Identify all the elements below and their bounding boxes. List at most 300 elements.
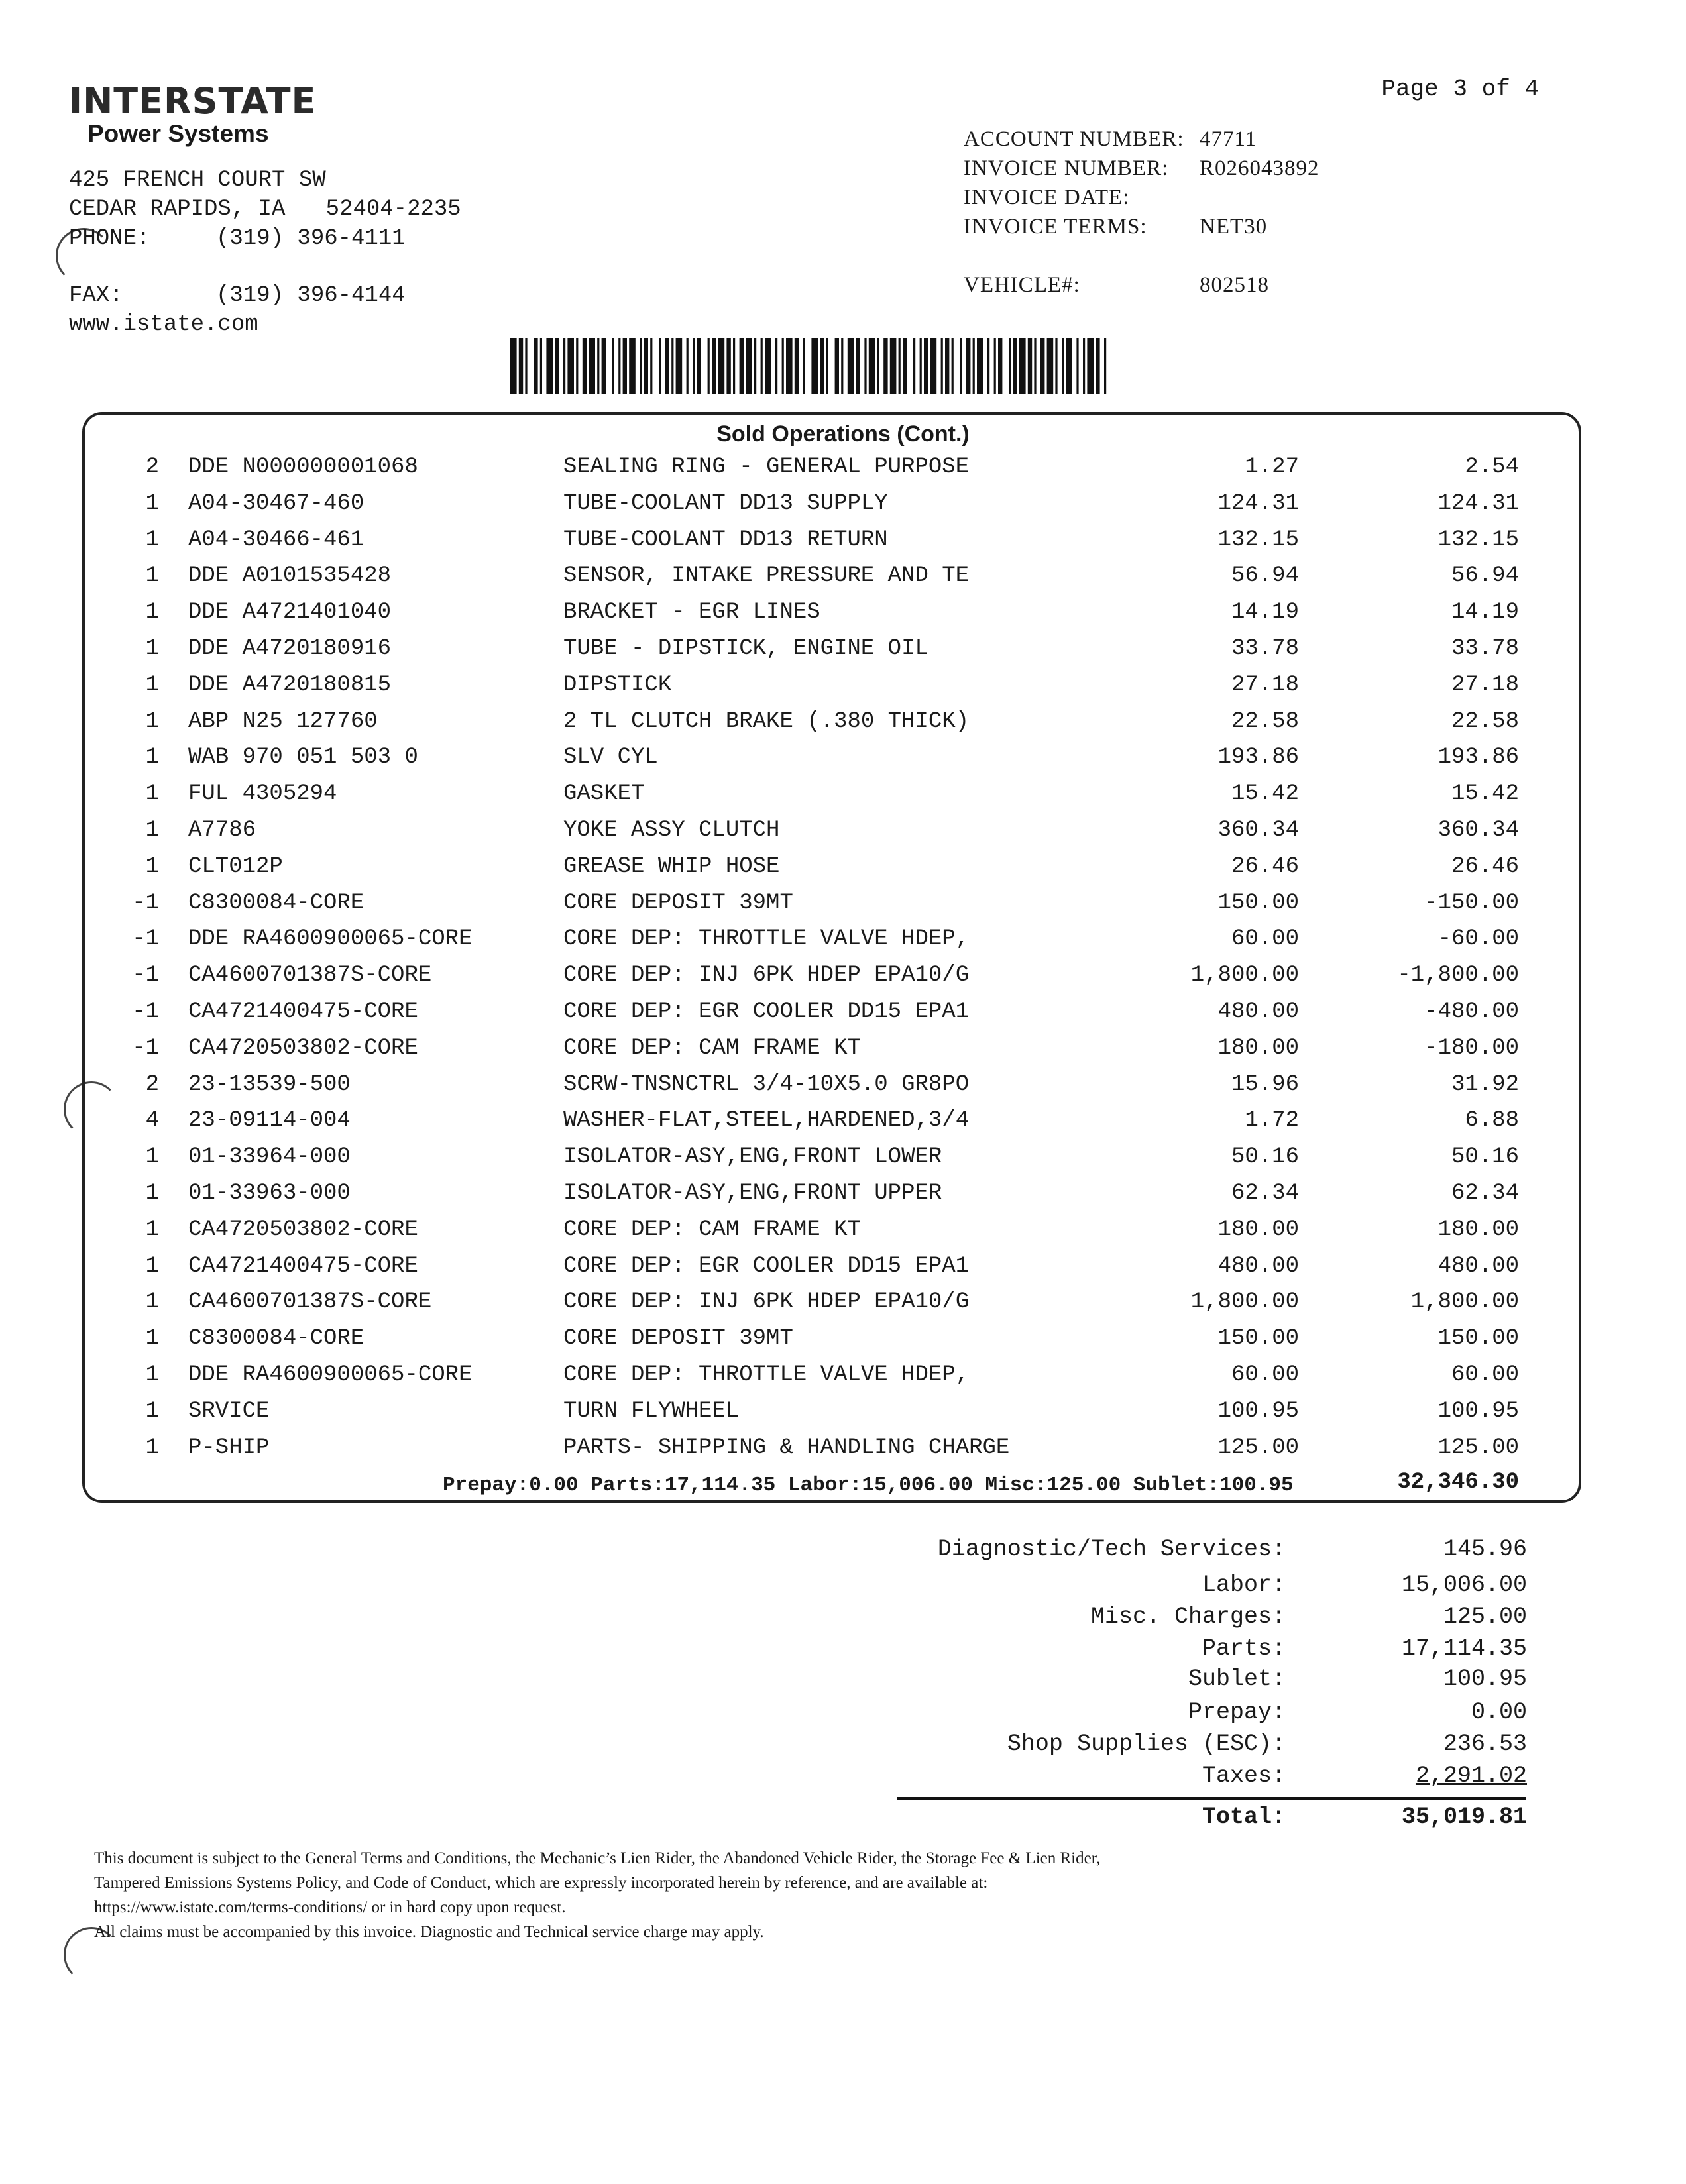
table-row (0, 745, 1686, 781)
row-qty: 1 (145, 781, 159, 807)
barcode-bar (546, 338, 553, 394)
summary-value: 145.96 (1443, 1536, 1527, 1562)
barcode-bar (629, 338, 636, 394)
row-unit-price: 1.72 (1245, 1108, 1299, 1134)
barcode-bar (1040, 338, 1044, 394)
row-description: TUBE-COOLANT DD13 SUPPLY (563, 490, 888, 516)
row-unit-price: 26.46 (1231, 853, 1299, 879)
terms-line: https://www.istate.com/terms-conditions/ or in hard copy upon request. (94, 1898, 566, 1916)
vehicle-number: 802518 (1200, 273, 1269, 297)
row-unit-price: 180.00 (1217, 1217, 1299, 1242)
terms-text (94, 1846, 1287, 1944)
barcode-bar (775, 338, 777, 394)
barcode-bar (1034, 338, 1036, 394)
total-value: 35,019.81 (1401, 1804, 1527, 1830)
row-unit-price: 22.58 (1231, 708, 1299, 734)
row-part-number: ABP N25 127760 (188, 708, 378, 734)
row-extended-price: 2.54 (1465, 455, 1519, 480)
table-row (0, 1435, 1686, 1471)
table-row (0, 563, 1686, 599)
row-extended-price: -180.00 (1424, 1035, 1519, 1061)
row-extended-price: 60.00 (1451, 1362, 1519, 1388)
summary-label: Labor: (1202, 1572, 1286, 1598)
row-description: CORE DEP: INJ 6PK HDEP EPA10/G (563, 1289, 970, 1315)
table-row (0, 527, 1686, 563)
table-row (0, 926, 1686, 962)
row-extended-price: 15.42 (1451, 781, 1519, 807)
row-qty: 1 (145, 636, 159, 661)
row-qty: 1 (145, 1326, 159, 1352)
summary-value: 0.00 (1471, 1699, 1527, 1725)
barcode-bar (697, 338, 701, 394)
row-part-number: CA4600701387S-CORE (188, 963, 432, 989)
barcode-bar (563, 338, 565, 394)
row-qty: 2 (145, 1071, 159, 1097)
barcode-bar (835, 338, 839, 394)
table-row (0, 963, 1686, 999)
barcode-bar (746, 338, 752, 394)
row-description: DIPSTICK (563, 672, 672, 698)
address-line1: 425 FRENCH COURT SW (69, 168, 326, 193)
row-qty: -1 (132, 999, 159, 1024)
summary-label: Shop Supplies (ESC): (1007, 1731, 1286, 1757)
invoice-terms: NET30 (1200, 215, 1268, 239)
barcode-bar (864, 338, 866, 394)
row-qty: 1 (145, 1144, 159, 1170)
row-qty: 1 (145, 1362, 159, 1388)
row-unit-price: 180.00 (1217, 1035, 1299, 1061)
barcode-bar (1096, 338, 1099, 394)
barcode-bar (841, 338, 843, 394)
row-part-number: A04-30467-460 (188, 490, 365, 516)
cost-breakdown: Prepay:0.00 Parts:17,114.35 Labor:15,006.00 Misc:125.00 Sublet:100.95 (443, 1474, 1294, 1497)
phone-label: PHONE: (69, 226, 150, 251)
row-part-number: DDE N000000001068 (188, 455, 418, 480)
barcode-bar (973, 338, 975, 394)
row-extended-price: 125.00 (1437, 1435, 1519, 1460)
barcode-bar (765, 338, 771, 394)
barcode-bar (1028, 338, 1032, 394)
row-unit-price: 150.00 (1217, 1326, 1299, 1352)
row-description: PARTS- SHIPPING & HANDLING CHARGE (563, 1435, 1010, 1460)
row-unit-price: 15.96 (1231, 1071, 1299, 1097)
row-description: CORE DEP: THROTTLE VALVE HDEP, (563, 1362, 970, 1388)
barcode-bar (913, 338, 915, 394)
row-part-number: 01-33964-000 (188, 1144, 351, 1170)
row-part-number: FUL 4305294 (188, 781, 337, 807)
row-description: ISOLATOR-ASY,ENG,FRONT UPPER (563, 1181, 942, 1206)
table-row (0, 781, 1686, 817)
table-row (0, 491, 1686, 527)
barcode-bar (583, 338, 587, 394)
barcode-bar (519, 338, 523, 394)
table-row (0, 854, 1686, 890)
row-part-number: DDE A4720180916 (188, 636, 392, 661)
section-total: 32,346.30 (1397, 1470, 1519, 1495)
row-extended-price: 180.00 (1437, 1217, 1519, 1242)
barcode-bar (540, 338, 542, 394)
row-description: TURN FLYWHEEL (563, 1398, 740, 1424)
row-description: GASKET (563, 781, 645, 807)
barcode-bar (687, 338, 689, 394)
barcode-bar (740, 338, 744, 394)
barcode-bar (618, 338, 620, 394)
barcode-bar (803, 338, 805, 394)
total-label: Total: (1202, 1804, 1286, 1830)
row-description: TUBE - DIPSTICK, ENGINE OIL (563, 636, 928, 661)
barcode-bar (903, 338, 907, 394)
row-description: BRACKET - EGR LINES (563, 600, 820, 626)
account-number-label: ACCOUNT NUMBER: (964, 127, 1184, 151)
row-description: SCRW-TNSNCTRL 3/4-10X5.0 GR8PO (563, 1071, 970, 1097)
row-extended-price: -1,800.00 (1397, 963, 1519, 989)
barcode-bar (676, 338, 683, 394)
row-description: WASHER-FLAT,STEEL,HARDENED,3/4 (563, 1108, 970, 1134)
row-part-number: DDE RA4600900065-CORE (188, 1362, 473, 1388)
row-qty: 1 (145, 490, 159, 516)
row-part-number: A04-30466-461 (188, 527, 365, 553)
barcode-bar (782, 338, 784, 394)
barcode-bar (987, 338, 989, 394)
table-row (0, 636, 1686, 672)
barcode-bar (1062, 338, 1064, 394)
row-part-number: A7786 (188, 818, 256, 843)
row-extended-price: 1,800.00 (1410, 1289, 1519, 1315)
barcode-bar (952, 338, 954, 394)
row-unit-price: 62.34 (1231, 1181, 1299, 1206)
invoice-barcode (510, 338, 1107, 394)
row-description: 2 TL CLUTCH BRAKE (.380 THICK) (563, 708, 970, 734)
barcode-bar (820, 338, 824, 394)
barcode-bar (708, 338, 710, 394)
barcode-bar (795, 338, 799, 394)
row-qty: 1 (145, 1181, 159, 1206)
row-description: CORE DEPOSIT 39MT (563, 890, 793, 916)
table-row (0, 600, 1686, 635)
row-unit-price: 27.18 (1231, 672, 1299, 698)
row-unit-price: 100.95 (1217, 1398, 1299, 1424)
barcode-bar (754, 338, 756, 394)
row-unit-price: 50.16 (1231, 1144, 1299, 1170)
row-qty: 1 (145, 527, 159, 553)
barcode-bar (1104, 338, 1106, 394)
row-part-number: C8300084-CORE (188, 890, 365, 916)
row-part-number: CA4721400475-CORE (188, 1253, 418, 1279)
account-number: 47711 (1200, 127, 1257, 151)
summary-value: 2,291.02 (1415, 1763, 1527, 1789)
row-qty: 1 (145, 818, 159, 843)
row-description: CORE DEP: EGR COOLER DD15 EPA1 (563, 1253, 970, 1279)
barcode-bar (1087, 338, 1094, 394)
fax-number: (319) 396-4144 (216, 283, 406, 308)
row-description: CORE DEPOSIT 39MT (563, 1326, 793, 1352)
row-description: CORE DEP: EGR COOLER DD15 EPA1 (563, 999, 970, 1024)
summary-value: 125.00 (1443, 1604, 1527, 1630)
company-logo (69, 80, 317, 148)
barcode-bar (589, 338, 595, 394)
row-part-number: CA4600701387S-CORE (188, 1289, 432, 1315)
row-qty: -1 (132, 926, 159, 952)
row-unit-price: 193.86 (1217, 745, 1299, 771)
row-extended-price: 27.18 (1451, 672, 1519, 698)
logo-wordmark: INTERSTATE (69, 80, 317, 122)
row-unit-price: 56.94 (1231, 563, 1299, 589)
table-row (0, 1181, 1686, 1217)
row-qty: 1 (145, 563, 159, 589)
row-extended-price: -480.00 (1424, 999, 1519, 1024)
summary-label: Taxes: (1202, 1763, 1286, 1789)
table-row (0, 1072, 1686, 1108)
row-qty: 1 (145, 745, 159, 771)
table-row (0, 891, 1686, 926)
table-row (0, 999, 1686, 1035)
fax-label: FAX: (69, 283, 123, 308)
invoice-terms-label: INVOICE TERMS: (964, 215, 1147, 239)
barcode-bar (1055, 338, 1057, 394)
terms-line: All claims must be accompanied by this invoice. Diagnostic and Technical service charge may apply. (94, 1923, 764, 1941)
row-qty: -1 (132, 1035, 159, 1061)
barcode-bar (998, 338, 1002, 394)
table-row (0, 1399, 1686, 1435)
row-extended-price: 62.34 (1451, 1181, 1519, 1206)
barcode-bar (567, 338, 574, 394)
row-description: CORE DEP: CAM FRAME KT (563, 1035, 861, 1061)
barcode-bar (665, 338, 669, 394)
barcode-bar (525, 338, 527, 394)
row-extended-price: 56.94 (1451, 563, 1519, 589)
barcode-bar (960, 338, 962, 394)
row-part-number: 01-33963-000 (188, 1181, 351, 1206)
table-row (0, 1144, 1686, 1180)
summary-value: 15,006.00 (1401, 1572, 1527, 1598)
barcode-bar (602, 338, 606, 394)
table-row (0, 1108, 1686, 1144)
row-unit-price: 1,800.00 (1190, 1289, 1299, 1315)
row-unit-price: 1.27 (1245, 455, 1299, 480)
row-description: SEALING RING - GENERAL PURPOSE (563, 455, 970, 480)
vehicle-label: VEHICLE#: (964, 273, 1080, 297)
terms-line: Tampered Emissions Systems Policy, and Code of Conduct, which are expressly incorporated herein by reference, and are available at: (94, 1874, 988, 1892)
barcode-bar (848, 338, 854, 394)
invoice-number-label: INVOICE NUMBER: (964, 156, 1169, 180)
row-part-number: CA4720503802-CORE (188, 1035, 418, 1061)
row-extended-price: -60.00 (1437, 926, 1519, 952)
row-extended-price: 132.15 (1437, 527, 1519, 553)
barcode-bar (945, 338, 949, 394)
row-qty: 1 (145, 1398, 159, 1424)
row-qty: 2 (145, 455, 159, 480)
barcode-bar (966, 338, 970, 394)
row-extended-price: 31.92 (1451, 1071, 1519, 1097)
row-qty: 1 (145, 1435, 159, 1460)
table-row (0, 1217, 1686, 1253)
barcode-bar (761, 338, 763, 394)
table-row (0, 1254, 1686, 1289)
row-part-number: DDE A4721401040 (188, 600, 392, 626)
row-part-number: 23-09114-004 (188, 1108, 351, 1134)
row-description: TUBE-COOLANT DD13 RETURN (563, 527, 888, 553)
row-description: CORE DEP: CAM FRAME KT (563, 1217, 861, 1242)
total-divider (897, 1797, 1526, 1800)
summary-value: 100.95 (1443, 1666, 1527, 1692)
row-unit-price: 480.00 (1217, 1253, 1299, 1279)
barcode-bar (899, 338, 901, 394)
row-extended-price: -150.00 (1424, 890, 1519, 916)
barcode-bar (826, 338, 828, 394)
barcode-bar (994, 338, 996, 394)
row-extended-price: 22.58 (1451, 708, 1519, 734)
row-qty: 1 (145, 1253, 159, 1279)
row-part-number: WAB 970 051 503 0 (188, 745, 418, 771)
row-extended-price: 33.78 (1451, 636, 1519, 661)
barcode-bar (597, 338, 599, 394)
barcode-bar (930, 338, 937, 394)
barcode-bar (534, 338, 537, 394)
table-row (0, 1326, 1686, 1362)
barcode-bar (726, 338, 730, 394)
barcode-bar (941, 338, 943, 394)
row-description: YOKE ASSY CLUTCH (563, 818, 780, 843)
barcode-bar (612, 338, 614, 394)
website: www.istate.com (69, 312, 258, 337)
barcode-bar (650, 338, 652, 394)
barcode-bar (1013, 338, 1017, 394)
row-unit-price: 124.31 (1217, 490, 1299, 516)
row-extended-price: 26.46 (1451, 853, 1519, 879)
barcode-bar (786, 338, 793, 394)
logo-subtitle: Power Systems (87, 120, 269, 147)
row-part-number: CLT012P (188, 853, 283, 879)
summary-label: Diagnostic/Tech Services: (937, 1536, 1286, 1562)
row-qty: 1 (145, 672, 159, 698)
row-description: GREASE WHIP HOSE (563, 853, 780, 879)
table-row (0, 1362, 1686, 1398)
barcode-bar (1066, 338, 1072, 394)
barcode-bar (510, 338, 517, 394)
row-qty: 4 (145, 1108, 159, 1134)
row-unit-price: 480.00 (1217, 999, 1299, 1024)
row-qty: 1 (145, 1289, 159, 1315)
barcode-bar (890, 338, 897, 394)
summary-label: Parts: (1202, 1635, 1286, 1662)
barcode-bar (856, 338, 860, 394)
table-row (0, 455, 1686, 490)
barcode-bar (877, 338, 879, 394)
table-row (0, 818, 1686, 853)
row-part-number: SRVICE (188, 1398, 270, 1424)
barcode-bar (555, 338, 559, 394)
table-row (0, 1289, 1686, 1325)
barcode-bar (640, 338, 642, 394)
terms-line: This document is subject to the General Terms and Conditions, the Mechanic’s Lien Rider, the Abandoned Vehicle Rider, the Storage Fee & Lien Rider, (94, 1849, 1101, 1867)
row-qty: 1 (145, 600, 159, 626)
barcode-bar (977, 338, 984, 394)
row-extended-price: 6.88 (1465, 1108, 1519, 1134)
barcode-bar (1076, 338, 1078, 394)
table-row (0, 673, 1686, 708)
barcode-bar (1009, 338, 1011, 394)
table-row (0, 709, 1686, 745)
row-unit-price: 60.00 (1231, 1362, 1299, 1388)
summary-value: 17,114.35 (1401, 1635, 1527, 1662)
summary-label: Misc. Charges: (1090, 1604, 1286, 1630)
row-qty: 1 (145, 708, 159, 734)
summary-value: 236.53 (1443, 1731, 1527, 1757)
row-extended-price: 100.95 (1437, 1398, 1519, 1424)
address-line2: CEDAR RAPIDS, IA 52404-2235 (69, 197, 461, 222)
row-part-number: CA4720503802-CORE (188, 1217, 418, 1242)
barcode-bar (920, 338, 922, 394)
barcode-bar (671, 338, 673, 394)
row-part-number: P-SHIP (188, 1435, 270, 1460)
row-unit-price: 150.00 (1217, 890, 1299, 916)
row-unit-price: 360.34 (1217, 818, 1299, 843)
row-unit-price: 33.78 (1231, 636, 1299, 661)
row-qty: 1 (145, 853, 159, 879)
row-extended-price: 480.00 (1437, 1253, 1519, 1279)
barcode-bar (712, 338, 716, 394)
row-extended-price: 14.19 (1451, 600, 1519, 626)
barcode-bar (1047, 338, 1054, 394)
sold-operations-title: Sold Operations (Cont.) (716, 421, 970, 447)
summary-label: Prepay: (1188, 1699, 1286, 1725)
barcode-bar (576, 338, 578, 394)
row-part-number: DDE RA4600900065-CORE (188, 926, 473, 952)
row-part-number: CA4721400475-CORE (188, 999, 418, 1024)
row-unit-price: 14.19 (1231, 600, 1299, 626)
barcode-bar (718, 338, 725, 394)
row-part-number: DDE A4720180815 (188, 672, 392, 698)
barcode-bar (1083, 338, 1085, 394)
barcode-bar (1019, 338, 1026, 394)
page-number: Page 3 of 4 (1381, 76, 1539, 103)
row-part-number: DDE A0101535428 (188, 563, 392, 589)
row-extended-price: 193.86 (1437, 745, 1519, 771)
invoice-date-label: INVOICE DATE: (964, 186, 1130, 209)
row-unit-price: 1,800.00 (1190, 963, 1299, 989)
phone-number: (319) 396-4111 (216, 226, 406, 251)
barcode-bar (659, 338, 661, 394)
row-extended-price: 50.16 (1451, 1144, 1519, 1170)
summary-label: Sublet: (1188, 1666, 1286, 1692)
barcode-bar (883, 338, 887, 394)
row-unit-price: 60.00 (1231, 926, 1299, 952)
table-row (0, 1036, 1686, 1071)
row-unit-price: 125.00 (1217, 1435, 1299, 1460)
row-description: ISOLATOR-ASY,ENG,FRONT LOWER (563, 1144, 942, 1170)
row-part-number: 23-13539-500 (188, 1071, 351, 1097)
row-extended-price: 360.34 (1437, 818, 1519, 843)
row-description: SLV CYL (563, 745, 658, 771)
barcode-bar (623, 338, 627, 394)
barcode-bar (644, 338, 648, 394)
row-extended-price: 150.00 (1437, 1326, 1519, 1352)
invoice-number: R026043892 (1200, 156, 1320, 180)
barcode-bar (869, 338, 875, 394)
row-description: SENSOR, INTAKE PRESSURE AND TE (563, 563, 970, 589)
barcode-bar (733, 338, 735, 394)
barcode-bar (811, 338, 818, 394)
row-qty: -1 (132, 963, 159, 989)
row-unit-price: 15.42 (1231, 781, 1299, 807)
barcode-bar (693, 338, 695, 394)
row-qty: -1 (132, 890, 159, 916)
row-description: CORE DEP: INJ 6PK HDEP EPA10/G (563, 963, 970, 989)
row-extended-price: 124.31 (1437, 490, 1519, 516)
row-unit-price: 132.15 (1217, 527, 1299, 553)
row-description: CORE DEP: THROTTLE VALVE HDEP, (563, 926, 970, 952)
row-part-number: C8300084-CORE (188, 1326, 365, 1352)
